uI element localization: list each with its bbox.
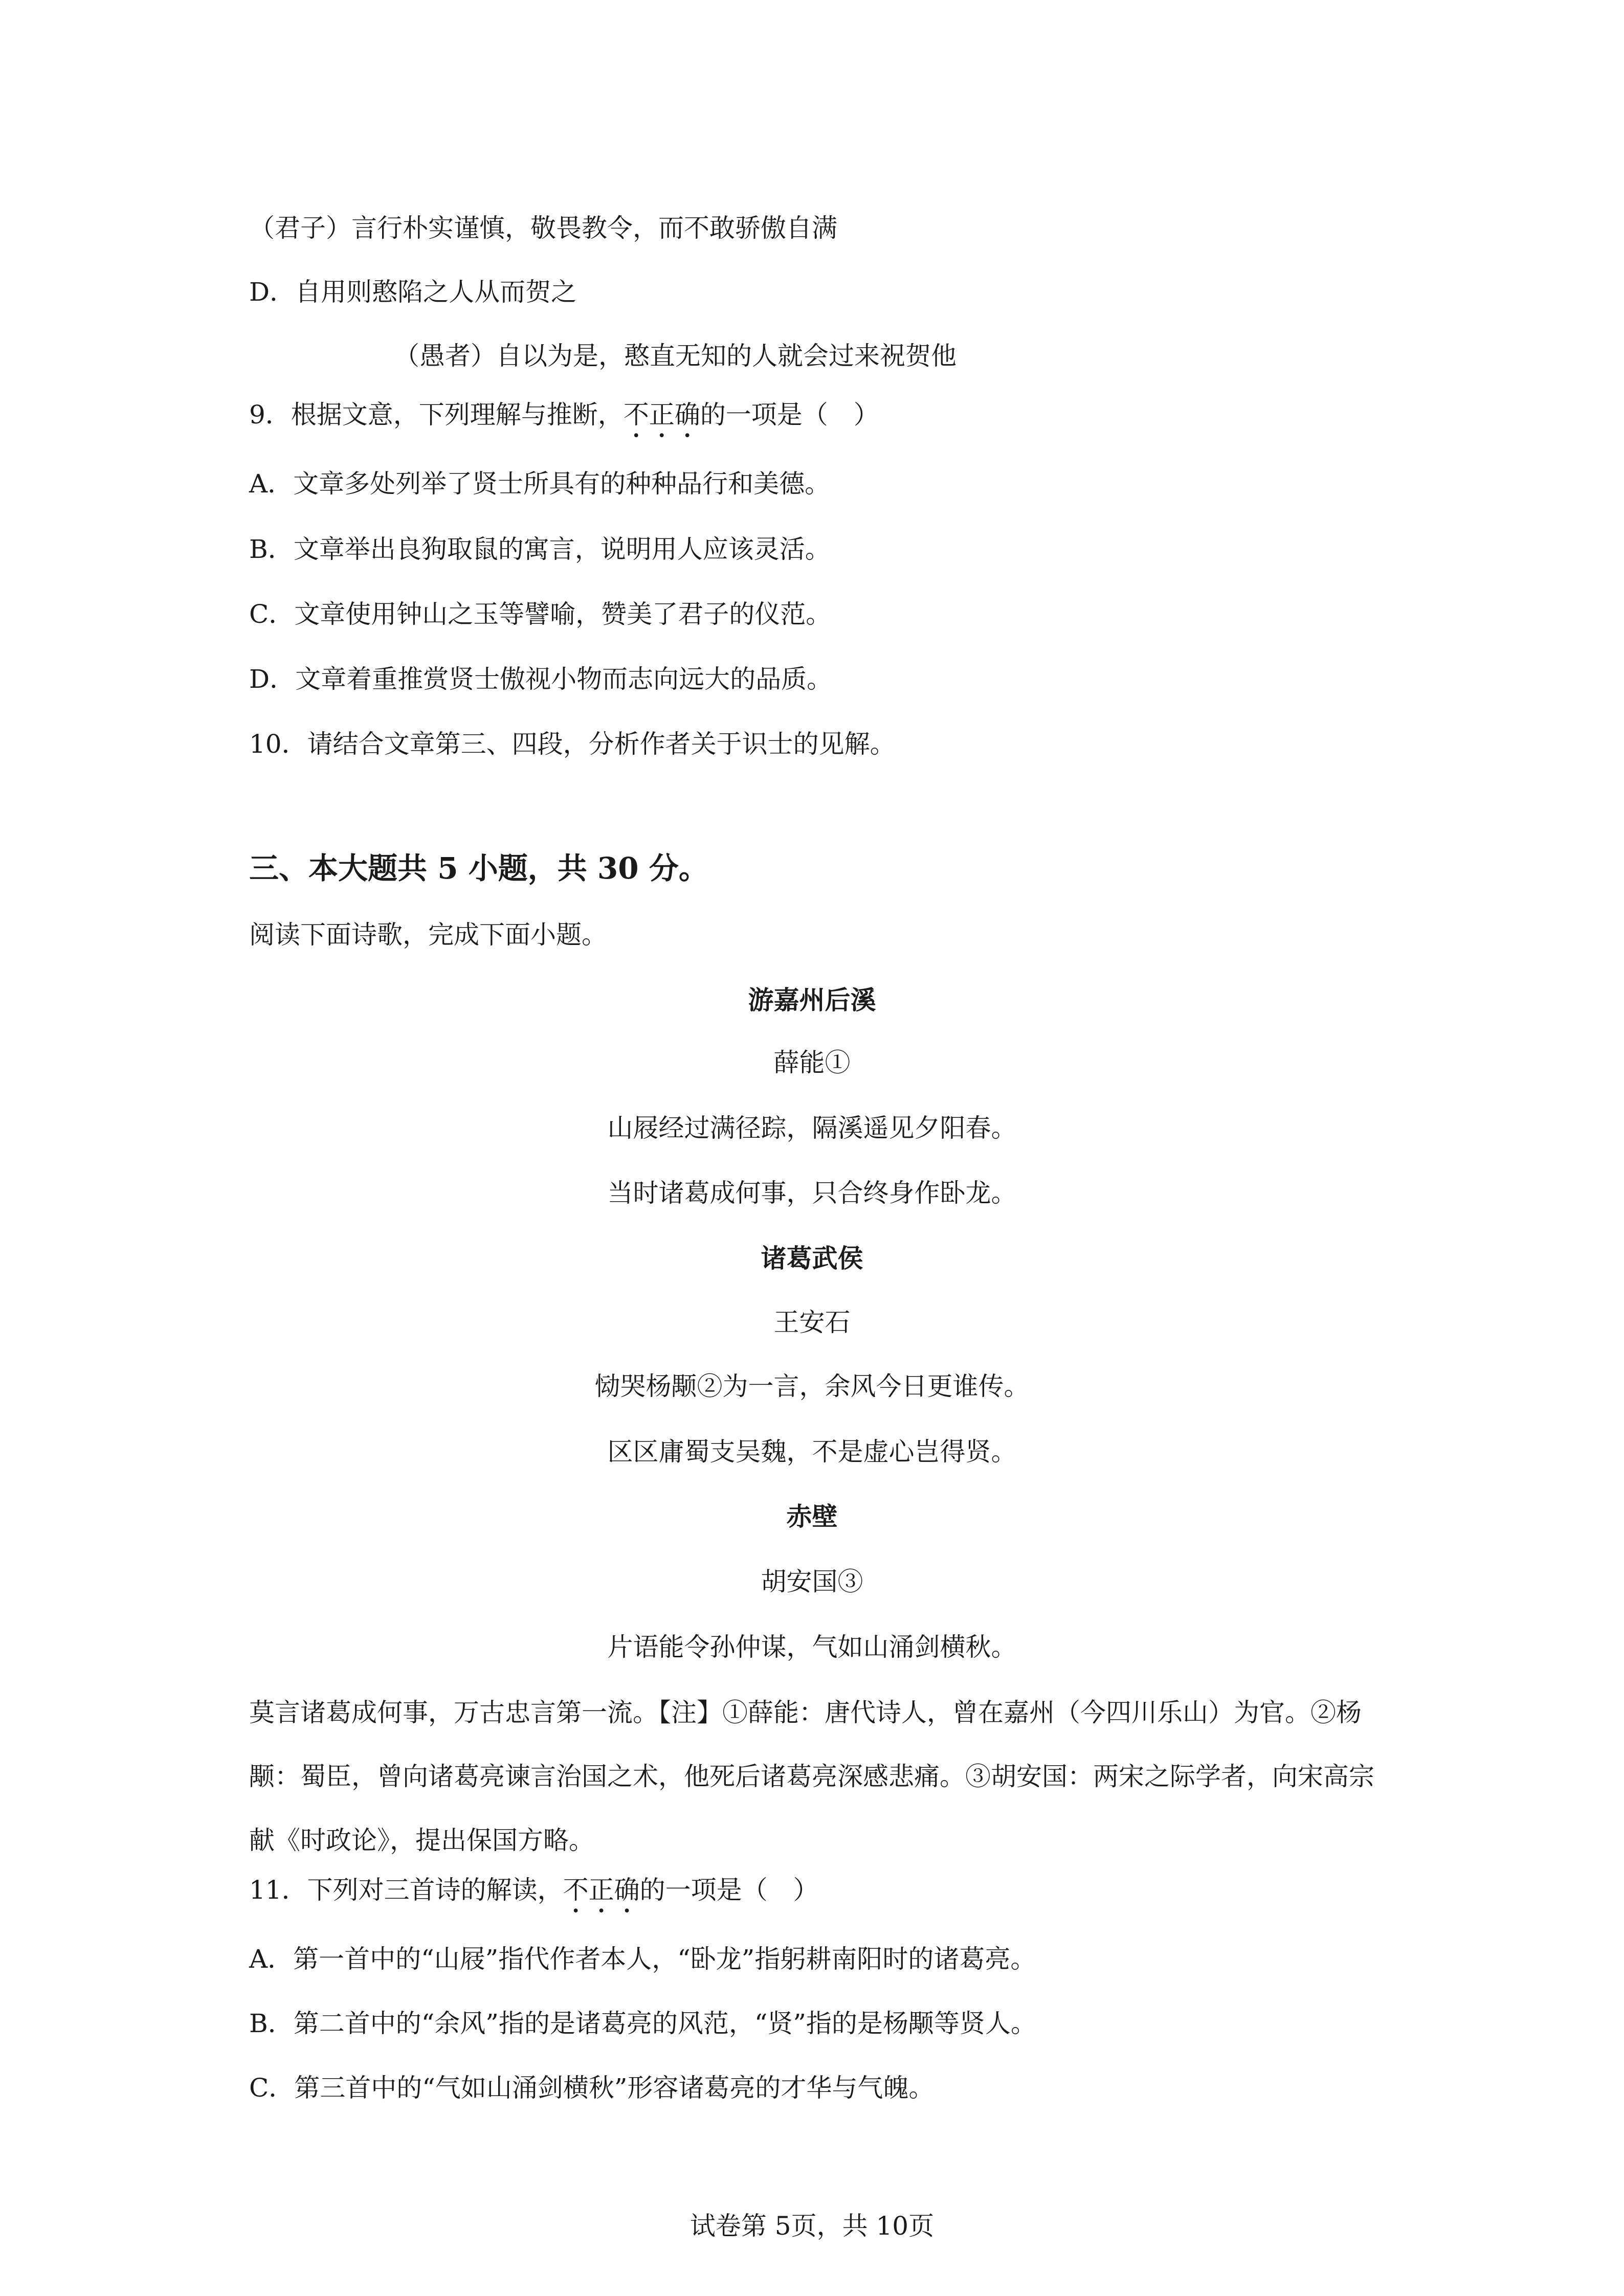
question-9-option-c: C．文章使用钟山之玉等譬喻，赞美了君子的仪范。 (249, 599, 832, 629)
poem-3-line-1: 片语能令孙仲谋，气如山涌剑横秋。 (607, 1632, 1017, 1662)
poem-3-author: 胡安国③ (761, 1567, 863, 1596)
question-9-option-b: B．文章举出良狗取鼠的寓言，说明用人应该灵活。 (249, 534, 831, 564)
poem-2-line-2: 区区庸蜀支吴魏，不是虚心岂得贤。 (607, 1437, 1017, 1467)
question-9-stem (249, 399, 879, 431)
poem-2-title: 诸葛武侯 (761, 1243, 863, 1273)
poem-3-title: 赤壁 (786, 1501, 838, 1532)
emphasis-char: 确 (614, 1875, 640, 1905)
emphasis-char: 正 (588, 1875, 614, 1905)
section-intro: 阅读下面诗歌，完成下面小题。 (249, 920, 607, 950)
question-10: 10．请结合文章第三、四段，分析作者关于识士的见解。 (249, 729, 896, 759)
emphasis-char: 正 (649, 400, 675, 430)
poem-notes: 莫言诸葛成何事，万古忠言第一流。【注】①薛能：唐代诗人，曾在嘉州（今四川乐山）为官。②杨颙：蜀臣，曾向诸葛亮谏言治国之术，他死后诸葛亮深感悲痛。③胡安国：两宋之际学者，向宋高宗献《时政论》，提出保国方略。 (249, 1698, 1374, 1855)
question-11-suffix: 的一项是（ ） (639, 1875, 819, 1905)
option-d-phrase: D．自用则憨陷之人从而贺之 (249, 277, 577, 307)
option-d-gloss: （愚者）自以为是，憨直无知的人就会过来祝贺他 (394, 341, 956, 371)
question-11-option-c: C．第三首中的“气如山涌剑横秋”形容诸葛亮的才华与气魄。 (249, 2073, 935, 2103)
question-11-option-b: B．第二首中的“余风”指的是诸葛亮的风范，“贤”指的是杨颙等贤人。 (249, 2009, 1036, 2038)
question-11-prefix: 11．下列对三首诗的解读， (249, 1875, 563, 1905)
emphasis-char: 确 (674, 400, 700, 430)
poem-1-line-2: 当时诸葛成何事，只合终身作卧龙。 (607, 1178, 1017, 1208)
question-9-option-a: A．文章多处列举了贤士所具有的种种品行和美德。 (249, 469, 831, 499)
question-11-option-a: A．第一首中的“山屐”指代作者本人，“卧龙”指躬耕南阳时的诸葛亮。 (249, 1944, 1036, 1974)
poem-1-line-1: 山屐经过满径踪，隔溪遥见夕阳春。 (607, 1113, 1017, 1143)
answer-c-gloss: （君子）言行朴实谨慎，敬畏教令，而不敢骄傲自满 (249, 213, 837, 243)
emphasis-char: 不 (623, 400, 649, 430)
question-9-prefix: 9．根据文意，下列理解与推断， (249, 400, 624, 430)
section-heading: 三、本大题共 5 小题，共 30 分。 (249, 851, 708, 886)
page-footer: 试卷第 5页，共 10页 (689, 2211, 935, 2241)
question-9-suffix: 的一项是（ ） (700, 400, 879, 430)
question-11-stem (249, 1874, 819, 1906)
question-9-option-d: D．文章着重推赏贤士傲视小物而志向远大的品质。 (249, 664, 833, 694)
poem-2-author: 王安石 (773, 1308, 851, 1337)
poem-2-line-1: 恸哭杨颙②为一言，余风今日更谁传。 (594, 1371, 1030, 1401)
emphasis-char: 不 (563, 1875, 589, 1905)
poem-1-author: 薛能① (773, 1048, 851, 1077)
poem-1-title: 游嘉州后溪 (748, 985, 876, 1015)
